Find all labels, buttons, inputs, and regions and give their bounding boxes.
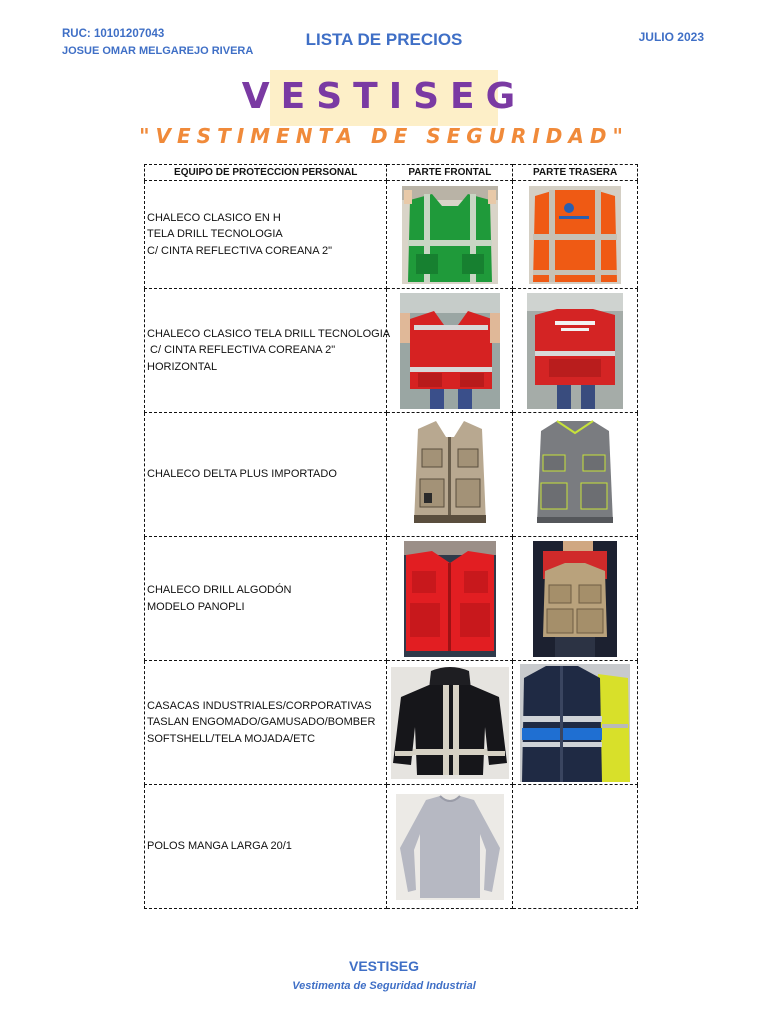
orange-h-vest-back-photo [529,186,621,284]
page-title: LISTA DE PRECIOS [305,30,463,49]
price-table [144,164,638,909]
table-row [145,785,638,909]
grey-long-sleeve-polo-photo [396,794,504,900]
item-description: CASACAS INDUSTRIALES/CORPORATIVAS TASLAN ENGOMADO/GAMUSADO/BOMBER SOFTSHELL/TELA MOJADA/ETC [145,661,387,785]
date-label: JULIO 2023 [638,30,704,44]
beige-delta-plus-vest-photo [412,419,488,531]
item-description: CHALECO DELTA PLUS IMPORTADO [145,413,387,537]
item-description: POLOS MANGA LARGA 20/1 [145,785,387,909]
footer-brand: VESTISEG [348,958,420,974]
green-h-vest-front-photo [402,186,498,284]
item-description: CHALECO CLASICO EN H TELA DRILL TECNOLOGIA C/ CINTA REFLECTIVA COREANA 2" [145,181,387,289]
beige-panopli-vest-photo [533,541,617,657]
table-row [145,289,638,413]
red-vest-front-photo [400,293,500,409]
grey-delta-plus-vest-photo [535,419,615,531]
item-description: CHALECO DRILL ALGODÓN MODELO PANOPLI [145,537,387,661]
table-row [145,537,638,661]
column-header-equipment: EQUIPO DE PROTECCION PERSONAL [145,165,387,181]
owner-name: JOSUE OMAR MELGAREJO RIVERA [62,45,254,57]
item-description: CHALECO CLASICO TELA DRILL TECNOLOGIA C/ CINTA REFLECTIVA COREANA 2" HORIZONTAL [145,289,387,413]
brand-tagline: "VESTIMENTA DE SEGURIDAD" [139,124,629,148]
red-panopli-vest-photo [404,541,496,657]
empty-image-cell [513,785,638,909]
footer-tagline: Vestimenta de Seguridad Industrial [292,980,476,992]
brand-logo: VESTISEG [241,76,527,117]
column-header-front: PARTE FRONTAL [387,165,513,181]
ruc-number: RUC: 10101207043 [62,28,165,40]
red-vest-back-photo [527,293,623,409]
black-reflective-jacket-photo [391,667,509,779]
table-header-row [145,165,638,181]
table-row [145,181,638,289]
table-row [145,413,638,537]
table-row [145,661,638,785]
column-header-back: PARTE TRASERA [513,165,638,181]
navy-blue-jackets-photo [520,664,630,782]
